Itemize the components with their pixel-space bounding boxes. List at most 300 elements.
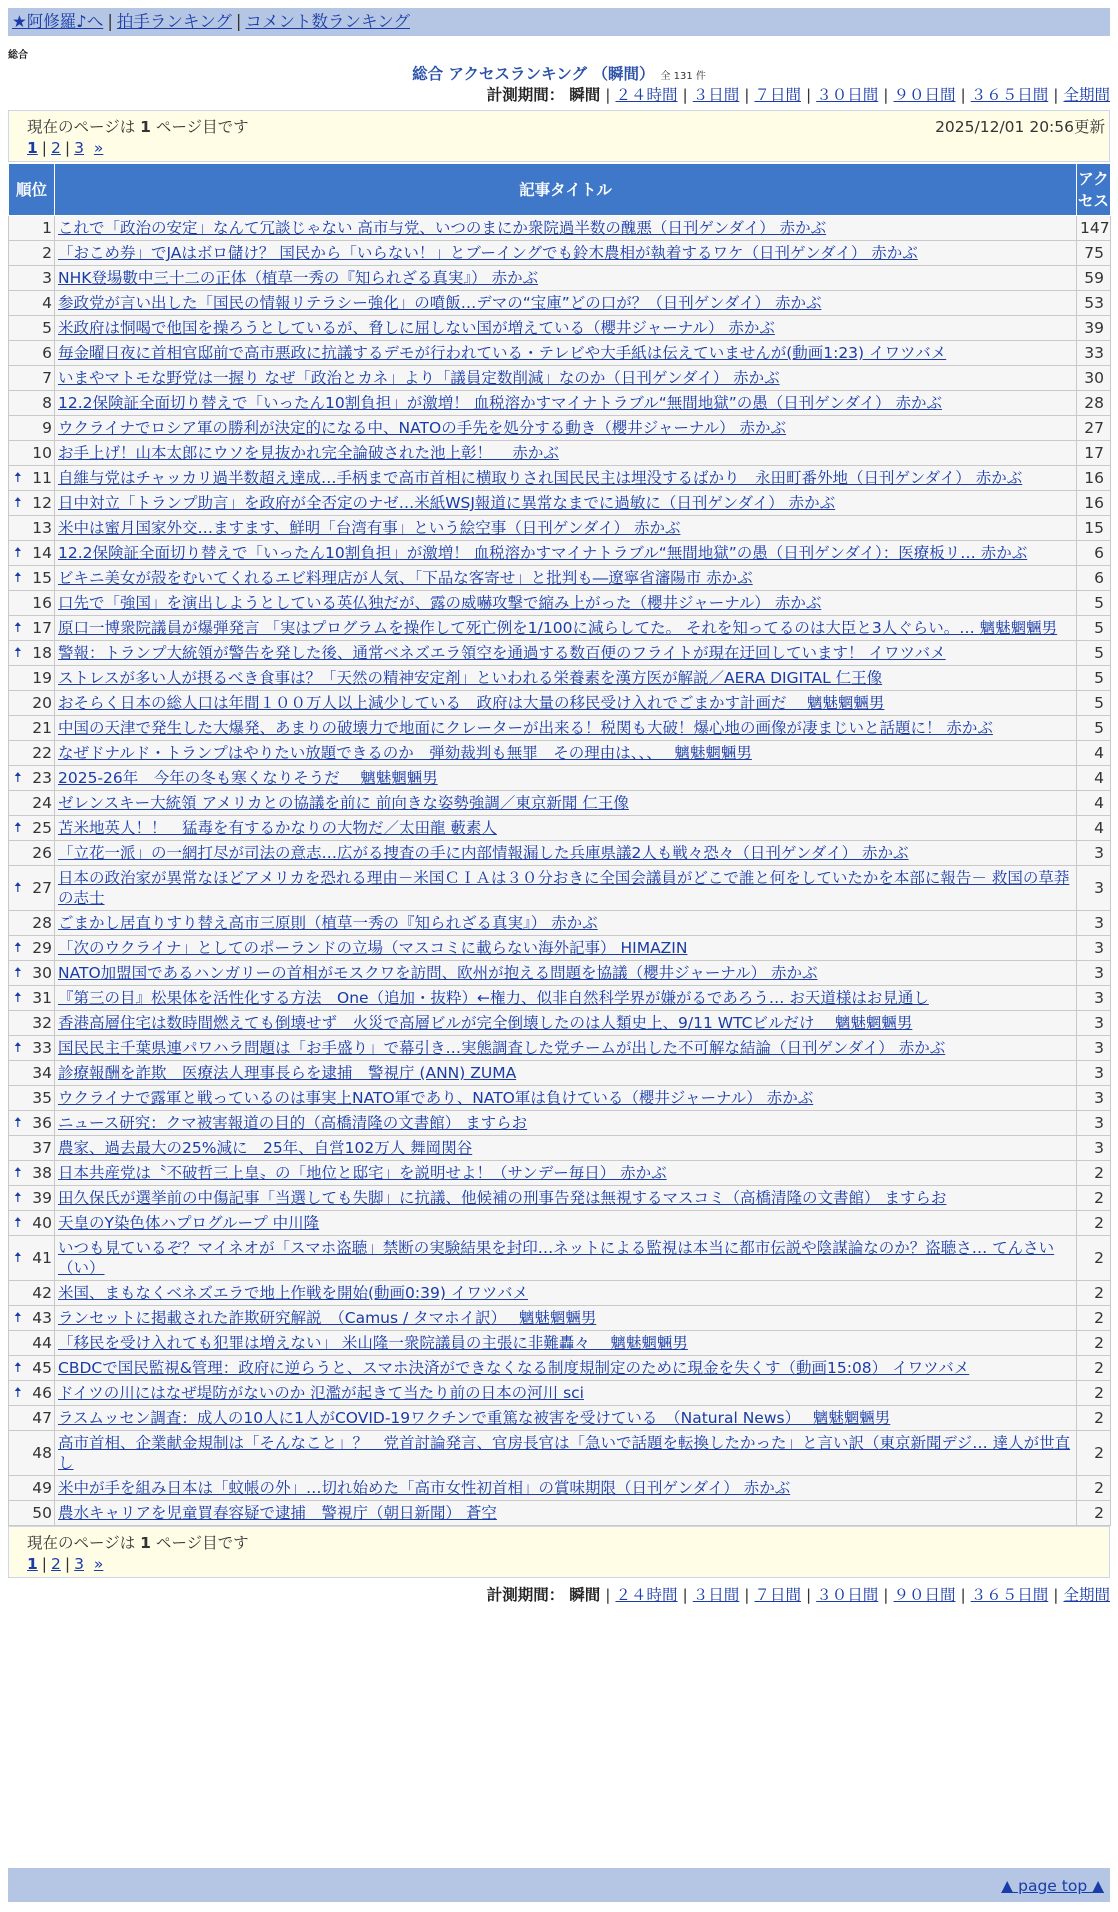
rank-number: 18 — [32, 644, 52, 662]
table-row — [9, 691, 1111, 716]
rank-cell — [9, 1011, 55, 1036]
article-title-link[interactable]: 日本の政治家が異常なほどアメリカを恐れる理由－米国ＣＩＡは３０分おきに全国会議員がどこで誰と何をしていたかを本部に報告－ 救国の草莽の志士 — [58, 869, 1070, 907]
period-label: 計測期間： — [486, 1586, 565, 1604]
table-row — [9, 1356, 1111, 1381]
access-count: 3 — [1077, 1086, 1111, 1111]
article-title-link[interactable]: 警報：トランプ大統領が警告を発した後、通常ベネズエラ領空を通過する数百便のフライトが現在迂回しています！ イワツバメ — [58, 644, 946, 662]
rank-cell — [9, 641, 55, 666]
page-info-bottom — [8, 1526, 1110, 1578]
title-cell — [55, 866, 1077, 911]
title-cell — [55, 1136, 1077, 1161]
table-row — [9, 791, 1111, 816]
rank-cell — [9, 716, 55, 741]
title-cell — [55, 216, 1077, 241]
article-title-link[interactable]: 天皇のY染色体ハプログループ 中川隆 — [58, 1214, 320, 1232]
article-title-link[interactable]: ゼレンスキー大統領 アメリカとの協議を前に 前向きな姿勢強調／東京新聞 仁王像 — [58, 794, 629, 812]
title-cell — [55, 1211, 1077, 1236]
access-count: 39 — [1077, 316, 1111, 341]
period-365d-link[interactable]: ３６５日間 — [970, 1586, 1049, 1604]
next-page-link[interactable]: » — [93, 139, 104, 157]
access-count: 59 — [1077, 266, 1111, 291]
access-count: 5 — [1077, 591, 1111, 616]
table-row — [9, 391, 1111, 416]
title-cell — [55, 1086, 1077, 1111]
access-count: 3 — [1077, 911, 1111, 936]
article-title-link[interactable]: 米政府は恫喝で他国を操ろうとしているが、脅しに屈しない国が増えている（櫻井ジャーナル） 赤かぶ — [58, 319, 775, 337]
rank-cell — [9, 466, 55, 491]
article-title-link[interactable]: 田久保氏が選挙前の中傷記事「当選しても失脚」に抗議、他候補の刑事告発は無視するマスコミ（高橋清隆の文書館） ますらお — [58, 1189, 947, 1207]
rank-cell — [9, 816, 55, 841]
rank-cell — [9, 1476, 55, 1501]
table-row — [9, 1381, 1111, 1406]
table-row — [9, 1236, 1111, 1281]
access-count: 2 — [1077, 1501, 1111, 1526]
title-cell — [55, 291, 1077, 316]
article-title-link[interactable]: 日中対立「トランプ助言」を政府が全否定のナゼ…米紙WSJ報道に異常なまでに過敏に（日刊ゲンダイ） 赤かぶ — [58, 494, 836, 512]
rank-up-arrow-icon: 🠅 — [14, 645, 22, 661]
article-title-link[interactable]: お手上げ！山本太郎にウソを見抜かれ完全論破された池上彰！ 赤かぶ — [58, 444, 559, 462]
article-title-link[interactable]: いまやマトモな野党は一握り なぜ「政治とカネ」より「議員定数削減」なのか（日刊ゲンダイ） 赤かぶ — [58, 369, 780, 387]
table-row — [9, 416, 1111, 441]
article-title-link[interactable]: NATO加盟国であるハンガリーの首相がモスクワを訪問、欧州が抱える問題を協議（櫻井ジャーナル） 赤かぶ — [58, 964, 818, 982]
article-title-link[interactable]: 香港高層住宅は数時間燃えても倒壊せず 火災で高層ビルが完全倒壊したのは人類史上、9/11 WTCビルだけ 魑魅魍魎男 — [58, 1014, 913, 1032]
rank-up-arrow-icon: 🠅 — [14, 495, 22, 511]
table-row — [9, 766, 1111, 791]
access-count: 5 — [1077, 691, 1111, 716]
article-title-link[interactable]: 米中が手を組み日本は「蚊帳の外」…切れ始めた「高市女性初首相」の賞味期限（日刊ゲンダイ） 赤かぶ — [58, 1479, 791, 1497]
category-label: 総合 — [8, 50, 28, 61]
table-row — [9, 441, 1111, 466]
title-cell — [55, 816, 1077, 841]
rank-up-arrow-icon: 🠅 — [14, 820, 22, 836]
article-title-link[interactable]: 「おこめ券」でJAはボロ儲け？ 国民から「いらない！」とブーイングでも鈴木農相が執着するワケ（日刊ゲンダイ） 赤かぶ — [58, 244, 918, 262]
rank-cell — [9, 216, 55, 241]
title-cell — [55, 241, 1077, 266]
access-count: 2 — [1077, 1476, 1111, 1501]
rank-number: 15 — [32, 569, 52, 587]
page-indicator: 現在のページは 1 ページ目です — [27, 118, 249, 136]
article-title-link[interactable]: おそらく日本の総人口は年間１００万人以上減少している 政府は大量の移民受け入れでごまかす計画だ 魑魅魍魎男 — [58, 694, 885, 712]
access-count: 5 — [1077, 641, 1111, 666]
table-row — [9, 466, 1111, 491]
article-title-link[interactable]: なぜドナルド・トランプはやりたい放題できるのか 弾劾裁判も無罪 その理由は、、、 魑魅魍魎男 — [58, 744, 752, 762]
rank-number: 45 — [32, 1359, 52, 1377]
table-row — [9, 1211, 1111, 1236]
table-row — [9, 716, 1111, 741]
rank-up-arrow-icon: 🠅 — [14, 770, 22, 786]
table-row — [9, 216, 1111, 241]
title-cell — [55, 1111, 1077, 1136]
period-3d-link[interactable]: ３日間 — [692, 86, 740, 104]
rank-cell — [9, 341, 55, 366]
article-title-link[interactable]: 口先で「強国」を演出しようとしている英仏独だが、露の威嚇攻撃で縮み上がった（櫻井ジャーナル） 赤かぶ — [58, 594, 822, 612]
rank-number: 44 — [32, 1334, 52, 1352]
access-count: 4 — [1077, 741, 1111, 766]
rank-number: 34 — [32, 1064, 52, 1082]
title-cell — [55, 416, 1077, 441]
table-row — [9, 566, 1111, 591]
rank-up-arrow-icon: 🠅 — [14, 620, 22, 636]
rank-number: 26 — [32, 844, 52, 862]
access-count: 2 — [1077, 1381, 1111, 1406]
comment-ranking-link[interactable]: コメント数ランキング — [245, 12, 410, 31]
rank-number: 48 — [32, 1444, 52, 1462]
rank-cell — [9, 416, 55, 441]
table-row — [9, 1431, 1111, 1476]
period-selector-top: 計測期間： 瞬間 | ２４時間 | ３日間 | ７日間 | ３０日間 | ９０日間 | ３６５日間 | 全期間 — [486, 86, 1110, 104]
title-cell — [55, 841, 1077, 866]
article-title-link[interactable]: ウクライナで露軍と戦っているのは事実上NATO軍であり、NATO軍は負けている（櫻井ジャーナル） 赤かぶ — [58, 1089, 814, 1107]
page-top-link[interactable]: ▲ page top ▲ — [1001, 1877, 1104, 1895]
article-title-link[interactable]: 米中は蜜月国家外交…ますます、鮮明「台湾有事」という絵空事（日刊ゲンダイ） 赤かぶ — [58, 519, 681, 537]
period-30d-link[interactable]: ３０日間 — [816, 1586, 879, 1604]
table-row — [9, 911, 1111, 936]
rank-cell — [9, 791, 55, 816]
article-title-link[interactable]: これで「政治の安定」なんて冗談じゃない 高市与党、いつのまにか衆院過半数の醜悪（日刊ゲンダイ） 赤かぶ — [58, 219, 827, 237]
rank-cell — [9, 1211, 55, 1236]
access-count: 3 — [1077, 1036, 1111, 1061]
access-count: 75 — [1077, 241, 1111, 266]
rank-cell — [9, 986, 55, 1011]
title-cell — [55, 366, 1077, 391]
rank-cell — [9, 961, 55, 986]
rank-number: 7 — [42, 369, 52, 387]
article-title-link[interactable]: NHK登場數中三十二の正体（植草一秀の『知られざる真実』） 赤かぶ — [58, 269, 539, 287]
header-access: アクセス — [1077, 164, 1111, 216]
period-all-link[interactable]: 全期間 — [1063, 86, 1110, 104]
rank-cell — [9, 1136, 55, 1161]
access-count: 3 — [1077, 1111, 1111, 1136]
pagination-top: 1 | 2 | 3 » — [27, 139, 104, 157]
article-title-link[interactable]: 農水キャリアを児童買春容疑で逮捕 警視庁（朝日新聞） 蒼空 — [58, 1504, 497, 1522]
rank-number: 3 — [42, 269, 52, 287]
article-title-link[interactable]: ストレスが多い人が摂るべき食事は？「天然の精神安定剤」といわれる栄養素を漢方医が解説／AERA DIGITAL 仁王像 — [58, 669, 883, 687]
access-count: 147 — [1077, 216, 1111, 241]
page-2-link[interactable]: 2 — [51, 1555, 61, 1573]
next-page-link[interactable]: » — [93, 1555, 104, 1573]
title-cell — [55, 766, 1077, 791]
article-title-link[interactable]: 2025-26年 今年の冬も寒くなりそうだ 魑魅魍魎男 — [58, 769, 438, 787]
title-cell — [55, 1331, 1077, 1356]
title-cell — [55, 791, 1077, 816]
access-count: 27 — [1077, 416, 1111, 441]
article-title-link[interactable]: 農家、過去最大の25%減に 25年、自営102万人 舞岡関谷 — [58, 1139, 473, 1157]
access-count: 53 — [1077, 291, 1111, 316]
table-row — [9, 961, 1111, 986]
table-row — [9, 1501, 1111, 1526]
table-row — [9, 1161, 1111, 1186]
table-row — [9, 1011, 1111, 1036]
rank-number: 12 — [32, 494, 52, 512]
rank-up-arrow-icon: 🠅 — [14, 1040, 22, 1056]
rank-cell — [9, 391, 55, 416]
article-title-link[interactable]: ごまかし居直りすり替え高市三原則（植草一秀の『知られざる真実』） 赤かぶ — [58, 914, 598, 932]
article-title-link[interactable]: 国民民主千葉県連パワハラ問題は「お手盛り」で幕引き…実態調査した党チームが出した不可解な結論（日刊ゲンダイ） 赤かぶ — [58, 1039, 946, 1057]
article-title-link[interactable]: 米国、まもなくベネズエラで地上作戦を開始(動画0:39) イワツバメ — [58, 1284, 529, 1302]
period-all-link[interactable]: 全期間 — [1063, 1586, 1110, 1604]
rank-up-arrow-icon: 🠅 — [14, 470, 22, 486]
article-title-link[interactable]: 自維与党はチャッカリ過半数超え達成…手柄まで高市首相に横取りされ国民民主は埋没するばかり 永田町番外地（日刊ゲンダイ） 赤かぶ — [58, 469, 1023, 487]
access-count: 3 — [1077, 1061, 1111, 1086]
table-row — [9, 1136, 1111, 1161]
page-3-link[interactable]: 3 — [74, 139, 85, 157]
article-title-link[interactable]: ウクライナでロシア軍の勝利が決定的になる中、NATOの手先を処分する動き（櫻井ジャーナル） 赤かぶ — [58, 419, 787, 437]
access-count: 15 — [1077, 516, 1111, 541]
period-90d-link[interactable]: ９０日間 — [893, 1586, 956, 1604]
article-title-link[interactable]: 「立花一派」の一網打尽が司法の意志…広がる捜査の手に内部情報漏した兵庫県議2人も戦々恐々（日刊ゲンダイ） 赤かぶ — [58, 844, 909, 862]
access-count: 2 — [1077, 1281, 1111, 1306]
title-cell — [55, 1011, 1077, 1036]
access-count: 2 — [1077, 1406, 1111, 1431]
table-row — [9, 541, 1111, 566]
article-title-link[interactable]: 「次のウクライナ」としてのポーランドの立場（マスコミに載らない海外記事） HIMAZIN — [58, 939, 688, 957]
rank-number: 8 — [42, 394, 52, 412]
article-title-link[interactable]: 日本共産党は〝不破哲三上皇〟の「地位と邸宅」を説明せよ！（サンデー毎日） 赤かぶ — [58, 1164, 667, 1182]
rank-cell — [9, 1236, 55, 1281]
access-count: 2 — [1077, 1331, 1111, 1356]
title-cell — [55, 741, 1077, 766]
article-title-link[interactable]: ランセットに掲載された詐欺研究解説 （Camus / タマホイ訳） 魑魅魍魎男 — [58, 1309, 597, 1327]
rank-cell — [9, 911, 55, 936]
title-cell — [55, 341, 1077, 366]
title-cell — [55, 616, 1077, 641]
table-row — [9, 366, 1111, 391]
title-cell — [55, 1501, 1077, 1526]
rank-number: 39 — [32, 1189, 52, 1207]
rank-number: 23 — [32, 769, 52, 787]
title-cell — [55, 516, 1077, 541]
title-cell — [55, 1161, 1077, 1186]
title-cell — [55, 1061, 1077, 1086]
rank-cell — [9, 766, 55, 791]
table-row — [9, 1061, 1111, 1086]
page-3-link[interactable]: 3 — [74, 1555, 85, 1573]
rank-number: 27 — [32, 879, 52, 897]
table-row — [9, 1111, 1111, 1136]
rank-cell — [9, 1061, 55, 1086]
rank-number: 10 — [32, 444, 52, 462]
home-link[interactable]: ★阿修羅♪へ — [12, 12, 104, 31]
rank-number: 32 — [32, 1014, 52, 1032]
article-title-link[interactable]: 参政党が言い出した「国民の情報リテラシー強化」の噴飯…デマの“宝庫”どの口が？（日刊ゲンダイ） 赤かぶ — [58, 294, 822, 312]
rank-up-arrow-icon: 🠅 — [14, 1310, 22, 1326]
period-24h-link[interactable]: ２４時間 — [615, 86, 678, 104]
article-title-link[interactable]: 高市首相、企業献金規制は「そんなこと」？ 党首討論発言、官房長官は「急いで話題を転換したかった」と言い訳（東京新聞デジ… 達人が世直し — [58, 1434, 1071, 1472]
rank-up-arrow-icon: 🠅 — [14, 545, 22, 561]
rank-number: 31 — [32, 989, 52, 1007]
page-1-link[interactable]: 1 — [27, 1555, 38, 1573]
title-cell — [55, 1186, 1077, 1211]
article-title-link[interactable]: ラスムッセン調査：成人の10人に1人がCOVID-19ワクチンで重篤な被害を受けている （Natural News） 魑魅魍魎男 — [58, 1409, 891, 1427]
title-cell — [55, 911, 1077, 936]
rank-number: 16 — [32, 594, 52, 612]
rank-up-arrow-icon: 🠅 — [14, 1165, 22, 1181]
rank-number: 36 — [32, 1114, 52, 1132]
rank-number: 41 — [32, 1249, 52, 1267]
title-cell — [55, 1306, 1077, 1331]
rank-cell — [9, 1161, 55, 1186]
access-count: 3 — [1077, 866, 1111, 911]
rank-number: 25 — [32, 819, 52, 837]
rank-up-arrow-icon: 🠅 — [14, 965, 22, 981]
article-title-link[interactable]: ビキニ美女が殻をむいてくれるエビ料理店が人気、「下品な客寄せ」と批判も―遼寧省瀋陽市 赤かぶ — [58, 569, 753, 587]
access-count: 4 — [1077, 791, 1111, 816]
article-title-link[interactable]: 12.2保険証全面切り替えで「いったん10割負担」が激増！ 血税溶かすマイナトラブル“無間地獄”の愚（日刊ゲンダイ） 赤かぶ — [58, 394, 942, 412]
rank-number: 37 — [32, 1139, 52, 1157]
table-row — [9, 491, 1111, 516]
rank-number: 6 — [42, 344, 52, 362]
table-row — [9, 816, 1111, 841]
title-cell — [55, 1381, 1077, 1406]
rank-cell — [9, 266, 55, 291]
updated-timestamp: 2025/12/01 20:56更新 — [935, 118, 1105, 136]
article-count: 全 131 件 — [660, 71, 706, 82]
access-count: 3 — [1077, 936, 1111, 961]
ranking-table — [8, 163, 1111, 1526]
header-rank: 順位 — [9, 164, 55, 216]
rank-number: 43 — [32, 1309, 52, 1327]
period-7d-link[interactable]: ７日間 — [754, 1586, 801, 1604]
period-current: 瞬間 — [569, 86, 601, 104]
rank-number: 28 — [32, 914, 52, 932]
access-count: 3 — [1077, 841, 1111, 866]
table-row — [9, 1086, 1111, 1111]
title-cell — [55, 491, 1077, 516]
rank-number: 21 — [32, 719, 52, 737]
applause-ranking-link[interactable]: 拍手ランキング — [116, 12, 232, 31]
title-cell — [55, 666, 1077, 691]
article-title-link[interactable]: ニュース研究：クマ被害報道の目的（高橋清隆の文書館） ますらお — [58, 1114, 528, 1132]
article-title-link[interactable]: 原口一博衆院議員が爆弾発言 「実はプログラムを操作して死亡例を1/100に減らしてた。 それを知ってるのは大臣と3人ぐらい。… 魑魅魍魎男 — [58, 619, 1058, 637]
access-count: 2 — [1077, 1186, 1111, 1211]
article-title-link[interactable]: 苫米地英人！！ 猛毒を有するかなりの大物だ／太田龍 藪素人 — [58, 819, 497, 837]
rank-cell — [9, 541, 55, 566]
table-row — [9, 936, 1111, 961]
page-1-link[interactable]: 1 — [27, 139, 38, 157]
article-title-link[interactable]: 12.2保険証全面切り替えで「いったん10割負担」が激増！ 血税溶かすマイナトラブル“無間地獄”の愚（日刊ゲンダイ）：医療板リ… 赤かぶ — [58, 544, 1028, 562]
rank-number: 19 — [32, 669, 52, 687]
rank-number: 11 — [32, 469, 52, 487]
access-count: 30 — [1077, 366, 1111, 391]
title-cell — [55, 1036, 1077, 1061]
rank-cell — [9, 1186, 55, 1211]
table-row — [9, 341, 1111, 366]
rank-up-arrow-icon: 🠅 — [14, 1385, 22, 1401]
period-30d-link[interactable]: ３０日間 — [816, 86, 879, 104]
top-nav-bar — [8, 8, 1110, 36]
rank-cell — [9, 1381, 55, 1406]
rank-cell — [9, 441, 55, 466]
title-cell — [55, 391, 1077, 416]
article-title-link[interactable]: 毎金曜日夜に首相官邸前で高市悪政に抗議するデモが行われている・テレビや大手紙は伝えていませんが(動画1:23) イワツバメ — [58, 344, 947, 362]
rank-up-arrow-icon: 🠅 — [14, 990, 22, 1006]
rank-number: 46 — [32, 1384, 52, 1402]
rank-cell — [9, 1306, 55, 1331]
rank-up-arrow-icon: 🠅 — [14, 880, 22, 896]
title-cell — [55, 266, 1077, 291]
rank-up-arrow-icon: 🠅 — [14, 1215, 22, 1231]
article-title-link[interactable]: 診療報酬を詐欺 医療法人理事長らを逮捕 警視庁 (ANN) ZUMA — [58, 1064, 517, 1082]
rank-cell — [9, 566, 55, 591]
page-title-text: 総合 アクセスランキング （瞬間） — [412, 65, 655, 83]
rank-cell — [9, 1331, 55, 1356]
period-3d-link[interactable]: ３日間 — [692, 1586, 740, 1604]
rank-cell — [9, 616, 55, 641]
title-cell — [55, 1281, 1077, 1306]
article-title-link[interactable]: 『第三の目』松果体を活性化する方法 One（追加・抜粋）←権力、似非自然科学界が嫌がるであろう… お天道様はお見通し — [58, 989, 929, 1007]
rank-cell — [9, 491, 55, 516]
article-title-link[interactable]: 「移民を受け入れても犯罪は増えない」 米山隆一衆院議員の主張に非難轟々 魑魅魍魎男 — [58, 1334, 688, 1352]
table-row — [9, 291, 1111, 316]
rank-cell — [9, 1281, 55, 1306]
access-count: 3 — [1077, 1011, 1111, 1036]
table-row — [9, 666, 1111, 691]
rank-number: 14 — [32, 544, 52, 562]
article-title-link[interactable]: ドイツの川にはなぜ堤防がないのか 氾濫が起きて当たり前の日本の河川 sci — [58, 1384, 584, 1402]
access-count: 2 — [1077, 1161, 1111, 1186]
access-count: 4 — [1077, 816, 1111, 841]
table-row — [9, 1306, 1111, 1331]
rank-number: 29 — [32, 939, 52, 957]
rank-up-arrow-icon: 🠅 — [14, 1250, 22, 1266]
rank-number: 22 — [32, 744, 52, 762]
rank-up-arrow-icon: 🠅 — [14, 1190, 22, 1206]
title-cell — [55, 316, 1077, 341]
rank-number: 33 — [32, 1039, 52, 1057]
table-row — [9, 316, 1111, 341]
access-count: 2 — [1077, 1211, 1111, 1236]
article-title-link[interactable]: いつも見ているぞ？マイネオが「スマホ盗聴」禁断の実験結果を封印…ネットによる監視は本当に都市伝説や陰謀論なのか？盗聴さ… てんさい（い） — [58, 1239, 1055, 1277]
access-count: 16 — [1077, 466, 1111, 491]
period-24h-link[interactable]: ２４時間 — [615, 1586, 678, 1604]
rank-cell — [9, 691, 55, 716]
rank-number: 17 — [32, 619, 52, 637]
rank-cell — [9, 366, 55, 391]
rank-number: 2 — [42, 244, 52, 262]
table-row — [9, 516, 1111, 541]
access-count: 3 — [1077, 986, 1111, 1011]
table-row — [9, 1331, 1111, 1356]
table-row — [9, 866, 1111, 911]
article-title-link[interactable]: CBDCで国民監視&管理：政府に逆らうと、スマホ決済ができなくなる制度規制定のために現金を失くす（動画15:08） イワツバメ — [58, 1359, 970, 1377]
header-title: 記事タイトル — [55, 164, 1077, 216]
rank-number: 1 — [42, 219, 52, 237]
table-row — [9, 616, 1111, 641]
table-row — [9, 591, 1111, 616]
nav-separator: | — [235, 12, 242, 31]
rank-up-arrow-icon: 🠅 — [14, 940, 22, 956]
article-title-link[interactable]: 中国の天津で発生した大爆発、あまりの破壊力で地面にクレーターが出来る！税関も大破！爆心地の画像が凄まじいと話題に！ 赤かぶ — [58, 719, 993, 737]
table-row — [9, 266, 1111, 291]
period-90d-link[interactable]: ９０日間 — [893, 86, 956, 104]
period-7d-link[interactable]: ７日間 — [754, 86, 801, 104]
rank-number: 35 — [32, 1089, 52, 1107]
page-2-link[interactable]: 2 — [51, 139, 61, 157]
rank-cell — [9, 591, 55, 616]
table-row — [9, 1186, 1111, 1211]
rank-number: 47 — [32, 1409, 52, 1427]
rank-number: 4 — [42, 294, 52, 312]
access-count: 5 — [1077, 716, 1111, 741]
access-count: 33 — [1077, 341, 1111, 366]
access-count: 6 — [1077, 566, 1111, 591]
title-cell — [55, 441, 1077, 466]
rank-number: 42 — [32, 1284, 52, 1302]
table-row — [9, 986, 1111, 1011]
rank-cell — [9, 866, 55, 911]
period-label: 計測期間： — [486, 86, 565, 104]
period-365d-link[interactable]: ３６５日間 — [970, 86, 1049, 104]
